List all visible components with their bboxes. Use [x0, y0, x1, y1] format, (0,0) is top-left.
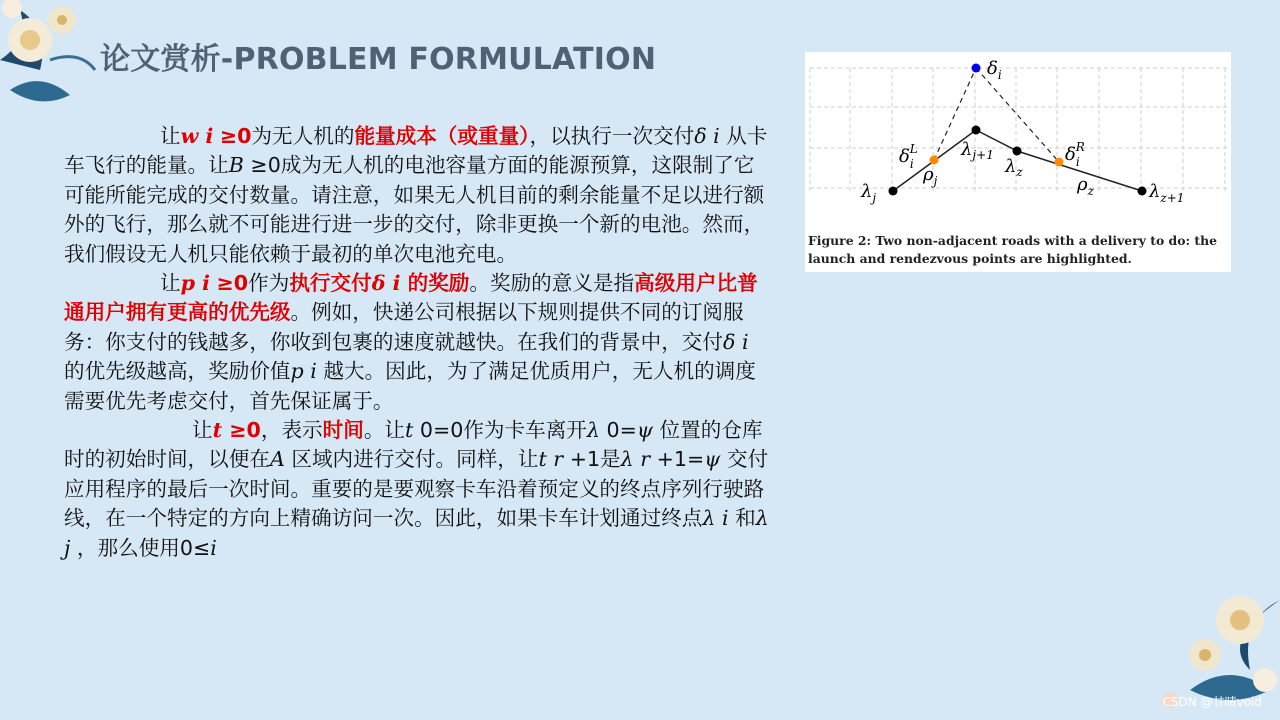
node-lambda-j1 — [972, 126, 981, 135]
label-rho-z: $\rho_z$ — [1077, 174, 1094, 198]
node-lambda-z1 — [1138, 187, 1147, 196]
label-delta-i-r: $\delta_iR$ — [1065, 140, 1085, 169]
body-text — [64, 122, 770, 563]
paragraph-reward: 让p i ≥0作为执行交付δ i 的奖励。奖励的意义是指高级用户比普通用户拥有更高的优先级。例如，快递公司根据以下规则提供不同的订阅服务：你支付的钱越多，你收到包裹的速度就越快。在我们的背景中，交付δ i 的优先级越高，奖励价值p i 越大。因此，为了满足优质用户，无人机的调度需要优先考虑交付，首先保证属于。 — [64, 271, 758, 413]
label-rho-j: $\rho_j$ — [923, 164, 938, 188]
figure-diagram — [805, 52, 1231, 272]
page-title: 论文赏析-PROBLEM FORMULATION — [100, 42, 657, 77]
flower-decoration-top-left — [0, 0, 110, 130]
watermark: CSDN @甘晴void — [1162, 695, 1262, 709]
label-lambda-j: $\lambda_j$ — [861, 181, 877, 205]
label-delta-i: $\delta_i$ — [987, 58, 1002, 82]
rendezvous-point-dot — [1055, 158, 1064, 167]
paragraph-energy-cost: 让w i ≥0为无人机的能量成本（或重量），以执行一次交付δ i 从卡车飞行的能量。让B ≥0成为无人机的电池容量方面的能源预算，这限制了它可能所能完成的交付数量。请注意，如果无人机目前的剩余能量不足以进行额外的飞行，那么就不可能进行进一步的交付，除非更换一个新的电池。然而，我们假设无人机只能依赖于最初的单次电池充电。 — [64, 124, 768, 266]
label-lambda-z1: $\lambda_{z+1}$ — [1149, 181, 1185, 205]
paragraph-time: 让t ≥0，表示时间。让t 0=0作为卡车离开λ 0=ψ 位置的仓库时的初始时间，以便在A 区域内进行交付。同样，让t r +1是λ r +1=ψ 交付应用程序的最后一次时间。重要的是要观察卡车沿着预定义的终点序列行驶路线，在一个特定的方向上精确访问一次。因此，如果卡车计划通过终点λ i 和λ j ，那么使用0≤i — [64, 418, 769, 560]
delivery-point-dot — [972, 64, 981, 73]
label-lambda-j1: $\lambda_{j+1}$ — [961, 139, 994, 162]
node-lambda-z — [1013, 147, 1022, 156]
label-delta-i-l: $\delta_iL$ — [899, 142, 918, 171]
route-diagram — [805, 52, 1231, 227]
figure-caption: Figure 2: Two non-adjacent roads with a delivery to do: the launch and rendezvous points are highlighted. — [808, 233, 1217, 266]
node-lambda-j — [889, 187, 898, 196]
label-lambda-z: $\lambda_z$ — [1005, 156, 1023, 179]
